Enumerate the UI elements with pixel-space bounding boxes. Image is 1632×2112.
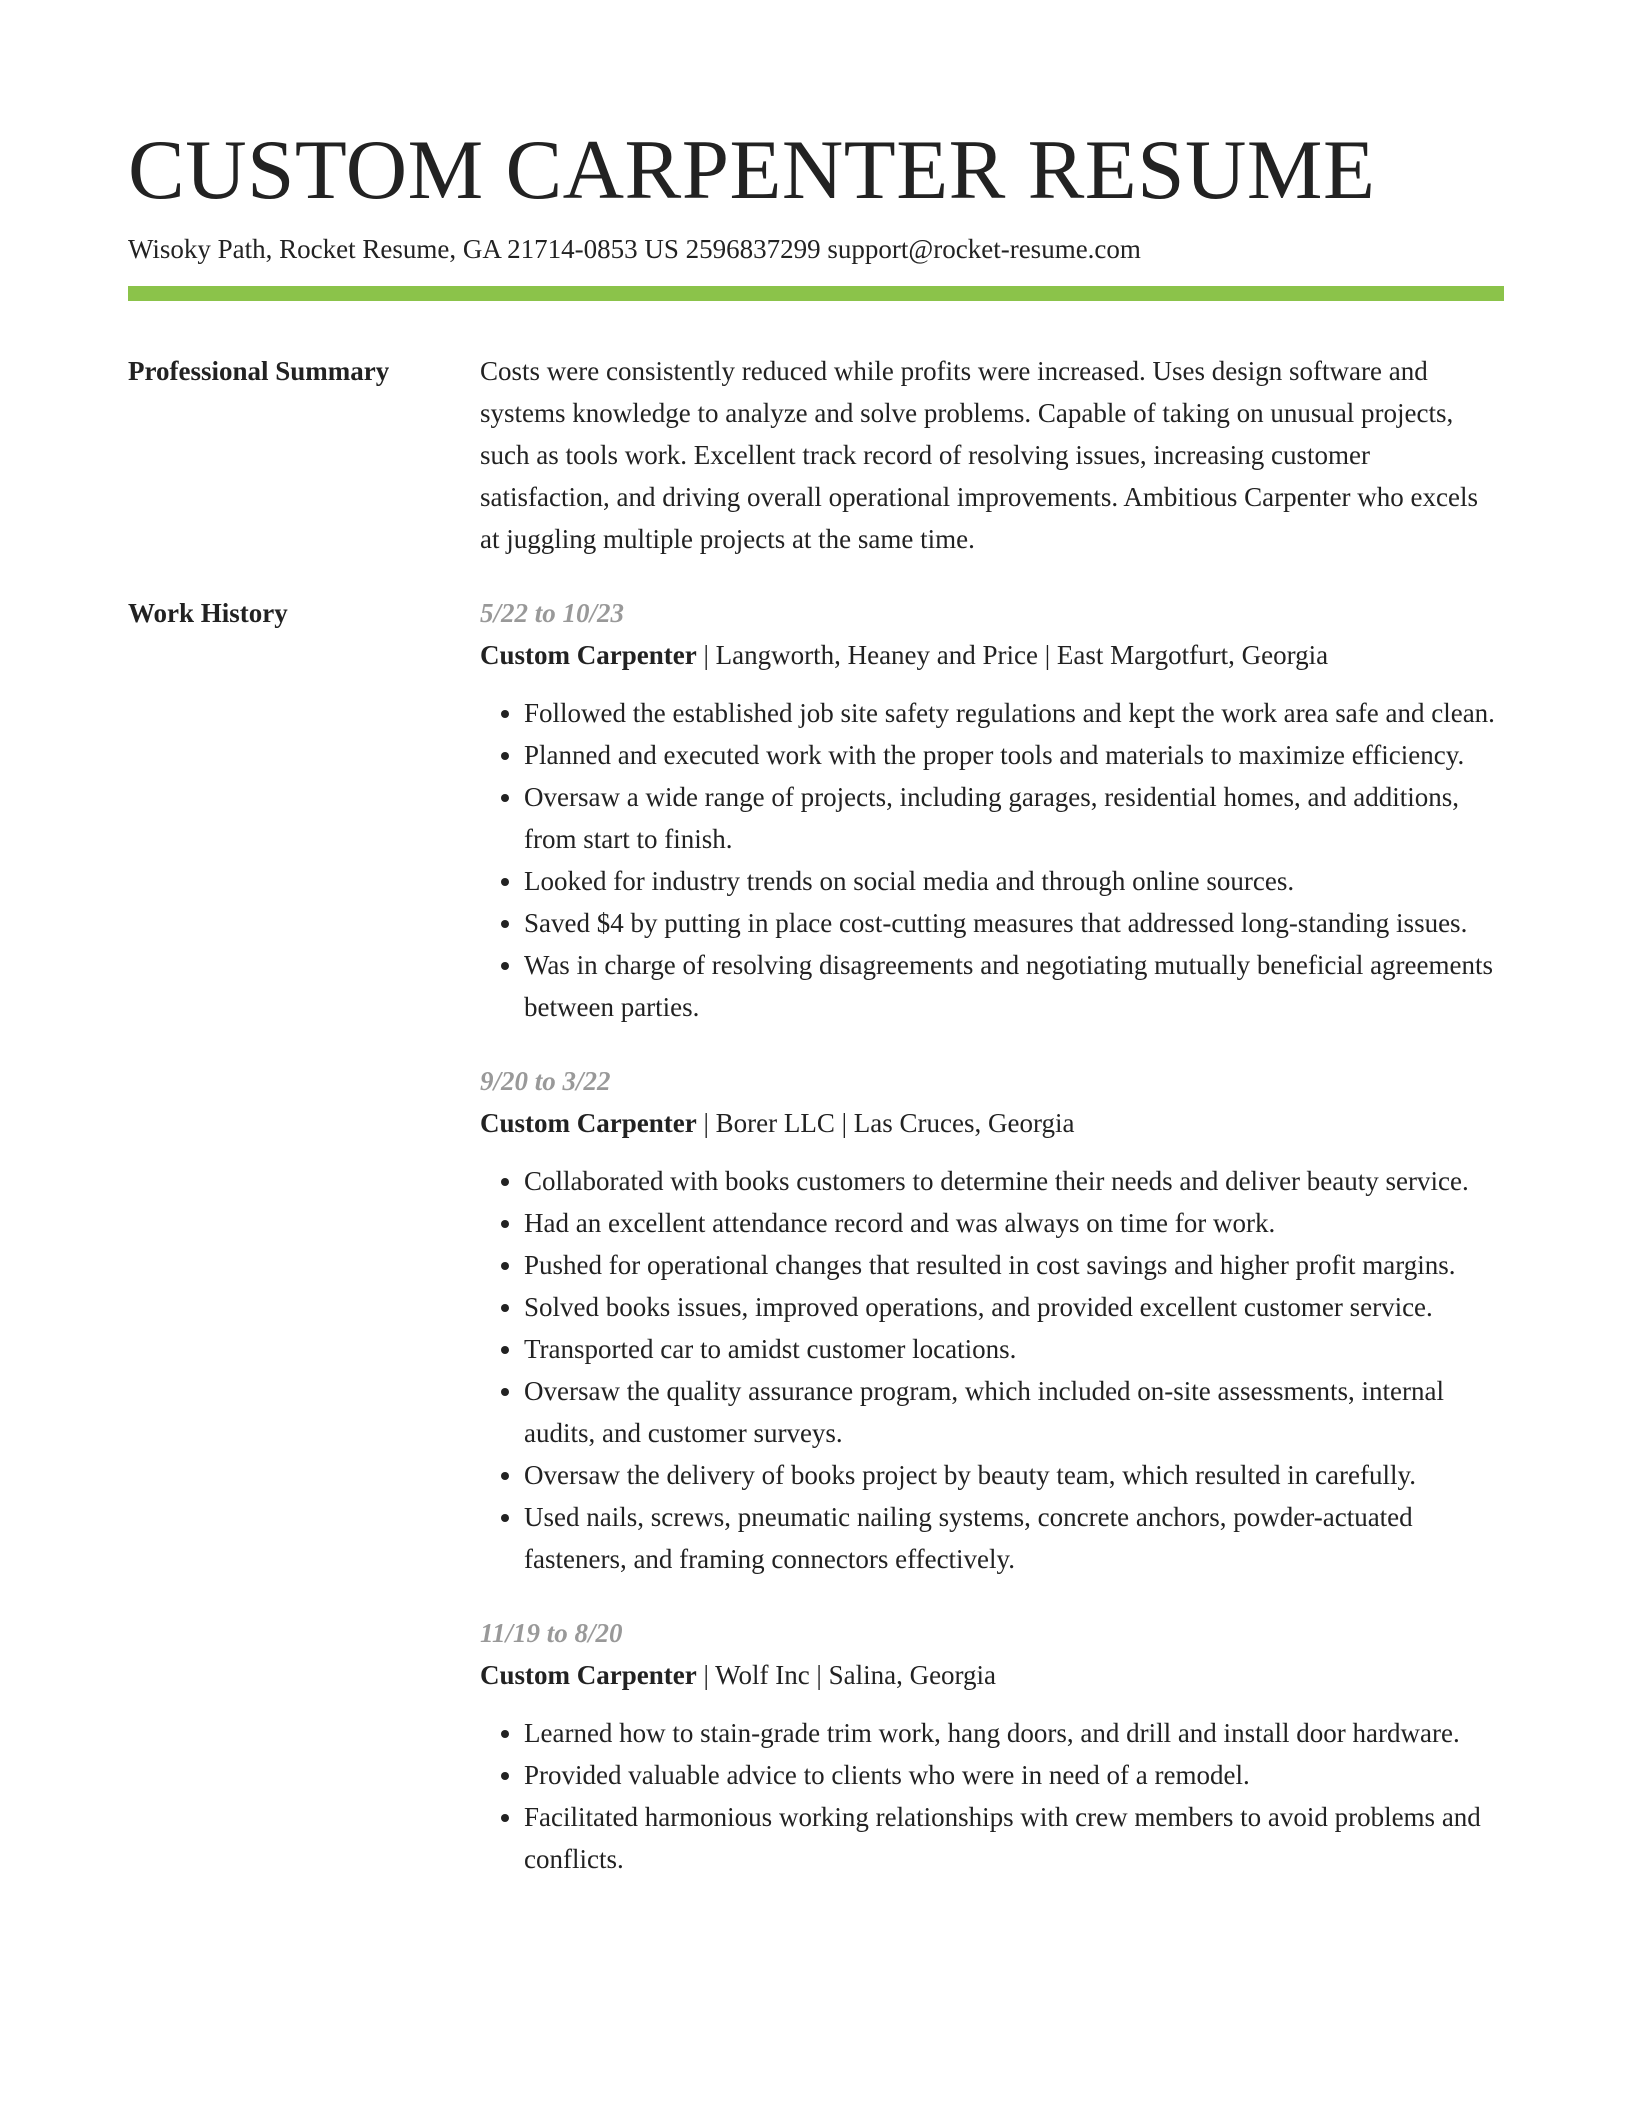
job-title: Custom Carpenter [480,640,697,670]
job-bullet-list [480,1160,1504,1580]
resume-title: CUSTOM CARPENTER RESUME [128,123,1376,217]
accent-divider [128,286,1504,301]
work-history-jobs [480,592,1504,1912]
job-employer-location: | Langworth, Heaney and Price | East Margotfurt, Georgia [696,640,1329,670]
job-header [480,1102,1504,1144]
job-header [480,634,1504,676]
job-entry [480,1060,1504,1580]
job-entry [480,592,1504,1028]
section-heading-work-history: Work History [128,598,288,628]
job-bullet: • Learned how to stain-grade trim work, hang doors, and drill and install door hardware. [524,1712,1504,1754]
job-employer-location: | Borer LLC | Las Cruces, Georgia [696,1108,1075,1138]
job-header [480,1654,1504,1696]
job-bullet: • Saved $4 by putting in place cost-cutting measures that addressed long-standing issues. [524,902,1504,944]
job-bullet: • Oversaw a wide range of projects, including garages, residential homes, and additions, from start to finish. [524,776,1504,860]
job-bullet: • Solved books issues, improved operations, and provided excellent customer service. [524,1286,1504,1328]
summary-text: Costs were consistently reduced while profits were increased. Uses design software and systems knowledge to analyze and solve problems. Capable of taking on unusual projects, such as tools work. Excellent track record of resolving issues, increasing customer satisfaction, and driving overall operational improvements. Ambitious Carpenter who excels at juggling multiple projects at the same time. [480,356,1478,554]
job-bullet: • Provided valuable advice to clients who were in need of a remodel. [524,1754,1504,1796]
job-entry [480,1612,1504,1880]
job-bullet: • Pushed for operational changes that resulted in cost savings and higher profit margins. [524,1244,1504,1286]
summary-body [480,350,1504,560]
job-bullet-list [480,692,1504,1028]
job-bullet: • Oversaw the quality assurance program, which included on-site assessments, internal audits, and customer surveys. [524,1370,1504,1454]
job-bullet: • Followed the established job site safety regulations and kept the work area safe and clean. [524,692,1504,734]
job-bullet: • Oversaw the delivery of books project by beauty team, which resulted in carefully. [524,1454,1504,1496]
job-bullet-list [480,1712,1504,1880]
job-bullet: • Collaborated with books customers to determine their needs and deliver beauty service. [524,1160,1504,1202]
job-dates: 5/22 to 10/23 [480,598,625,628]
job-title: Custom Carpenter [480,1660,697,1690]
job-bullet: • Used nails, screws, pneumatic nailing systems, concrete anchors, powder-actuated fasteners, and framing connectors effectively. [524,1496,1504,1580]
job-bullet: • Planned and executed work with the proper tools and materials to maximize efficiency. [524,734,1504,776]
job-bullet: • Was in charge of resolving disagreements and negotiating mutually beneficial agreements between parties. [524,944,1504,1028]
job-title: Custom Carpenter [480,1108,697,1138]
job-employer-location: | Wolf Inc | Salina, Georgia [696,1660,997,1690]
job-bullet: • Looked for industry trends on social media and through online sources. [524,860,1504,902]
contact-line: Wisoky Path, Rocket Resume, GA 21714-0853 US 2596837299 support@rocket-resume.com [128,234,1141,264]
section-heading-professional-summary: Professional Summary [128,356,390,386]
job-bullet: • Had an excellent attendance record and was always on time for work. [524,1202,1504,1244]
job-dates: 9/20 to 3/22 [480,1066,611,1096]
job-bullet: • Transported car to amidst customer locations. [524,1328,1504,1370]
job-bullet: • Facilitated harmonious working relationships with crew members to avoid problems and conflicts. [524,1796,1504,1880]
job-dates: 11/19 to 8/20 [480,1618,623,1648]
